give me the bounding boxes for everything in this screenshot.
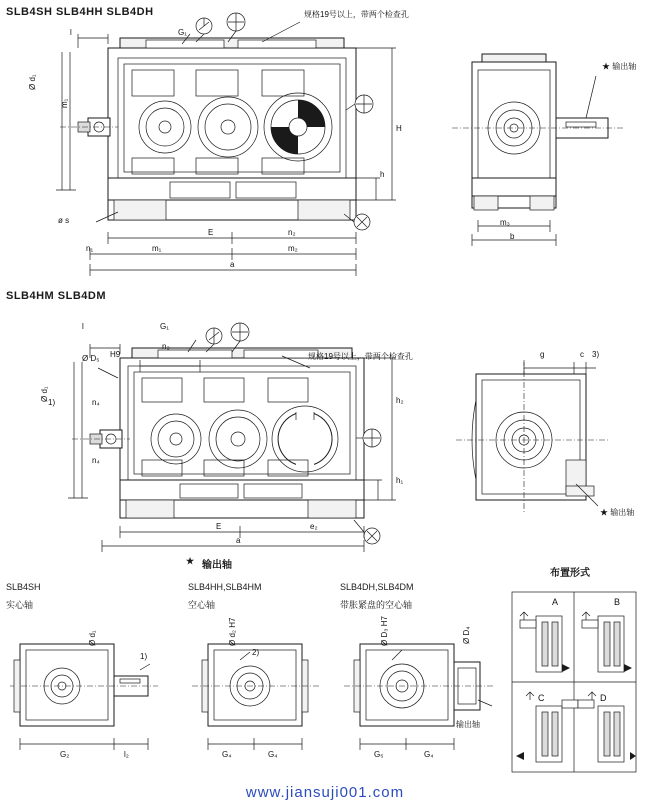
dim-label-d1-mid: Ø d₁ <box>40 386 49 402</box>
watermark: www.jiansuji001.com <box>245 784 405 801</box>
dim-label-m3-top: m₃ <box>500 218 510 227</box>
variant-dim-1-note: 1) <box>140 652 148 661</box>
dim-label-l-top: l <box>70 28 72 37</box>
variant-name-1: SLB4SH <box>6 582 41 592</box>
dim-label-e-mid: E <box>216 522 222 531</box>
layout-option-b: B <box>614 597 621 607</box>
variant-type-3: 带胀紧盘的空心轴 <box>340 600 413 610</box>
dim-label-c-mid: c <box>580 350 584 359</box>
variant-dim-3-d4: Ø D₄ <box>462 626 471 644</box>
variant-callout-3: 输出轴 <box>456 720 480 729</box>
dim-label-e2-mid: e₂ <box>310 522 318 531</box>
dim-label-g1-top: G₁ <box>178 28 187 37</box>
variant-dim-1-l2: l₂ <box>124 750 129 759</box>
output-shaft-label-mid: ★ 输出轴 <box>600 508 635 517</box>
dim-label-l-mid: l <box>82 322 84 331</box>
output-shaft-star: ★ <box>186 556 195 566</box>
variant-name-2: SLB4HH,SLB4HM <box>188 582 262 592</box>
variant-type-2: 空心轴 <box>188 600 216 610</box>
dim-label-h2-mid: h₂ <box>396 396 404 405</box>
variant-dim-3-d3: Ø D₃ H7 <box>380 616 389 646</box>
dim-label-h-lower-top: h <box>380 170 385 179</box>
dim-label-d1-top: Ø d₁ <box>28 74 37 90</box>
variant-dim-1-g2: G₂ <box>60 750 70 759</box>
layout-heading: 布置形式 <box>550 568 590 579</box>
variant-dim-2-note: 2) <box>252 648 260 657</box>
output-shaft-heading: 输出轴 <box>202 560 232 571</box>
dim-label-h1-mid: h₁ <box>396 476 404 485</box>
layout-option-a: A <box>552 597 559 607</box>
dim-label-e-top: E <box>208 228 214 237</box>
variant-dim-1-d1: Ø d₁ <box>88 630 97 646</box>
dim-label-note1-mid: 1) <box>48 398 56 407</box>
inspection-note-mid: 规格19号以上，带两个检查孔 <box>308 352 413 361</box>
dim-label-note3-mid: 3) <box>592 350 600 359</box>
dim-label-h-upper-top: H <box>396 124 402 133</box>
dim-label-h9-mid: H9 <box>110 350 121 359</box>
output-shaft-label-top: ★ 输出轴 <box>602 62 637 71</box>
dim-label-n4-lower-mid: n₄ <box>92 456 100 465</box>
variant-dim-2-d2: Ø d₂ H7 <box>228 617 237 646</box>
dim-label-os-top: ø s <box>58 216 70 225</box>
variant-dim-3-g4: G₄ <box>424 750 434 759</box>
dim-label-g1-mid: G₁ <box>160 322 169 331</box>
dim-label-g-mid: g <box>540 350 545 359</box>
dim-label-n1-top: n₁ <box>86 244 94 253</box>
layout-option-d: D <box>600 693 607 703</box>
dim-label-n3-mid: n₃ <box>162 342 170 351</box>
dim-label-m1-left-top: m₁ <box>60 98 69 108</box>
dim-label-a-top: a <box>230 260 235 269</box>
dim-label-n2-top: n₂ <box>288 228 296 237</box>
layout-option-c: C <box>538 693 545 703</box>
dim-label-b-top: b <box>510 232 515 241</box>
variant-type-1: 实心轴 <box>6 600 34 610</box>
variant-name-3: SLB4DH,SLB4DM <box>340 582 414 592</box>
dim-label-m1-bottom-top: m₁ <box>152 244 162 253</box>
dim-label-d5-mid: Ø D₅ <box>82 354 100 363</box>
variant-dim-2-g4b: G₄ <box>268 750 278 759</box>
dim-label-n4-upper-mid: n₄ <box>92 398 100 407</box>
dim-label-a-mid: a <box>236 536 241 545</box>
variant-dim-3-g5: G₅ <box>374 750 384 759</box>
variant-dim-2-g4a: G₄ <box>222 750 232 759</box>
dim-label-m2-top: m₂ <box>288 244 298 253</box>
section-title-middle: SLB4HM SLB4DM <box>6 290 107 302</box>
section-title-top: SLB4SH SLB4HH SLB4DH <box>6 6 154 18</box>
inspection-note-top: 规格19号以上，带两个检查孔 <box>304 10 409 19</box>
